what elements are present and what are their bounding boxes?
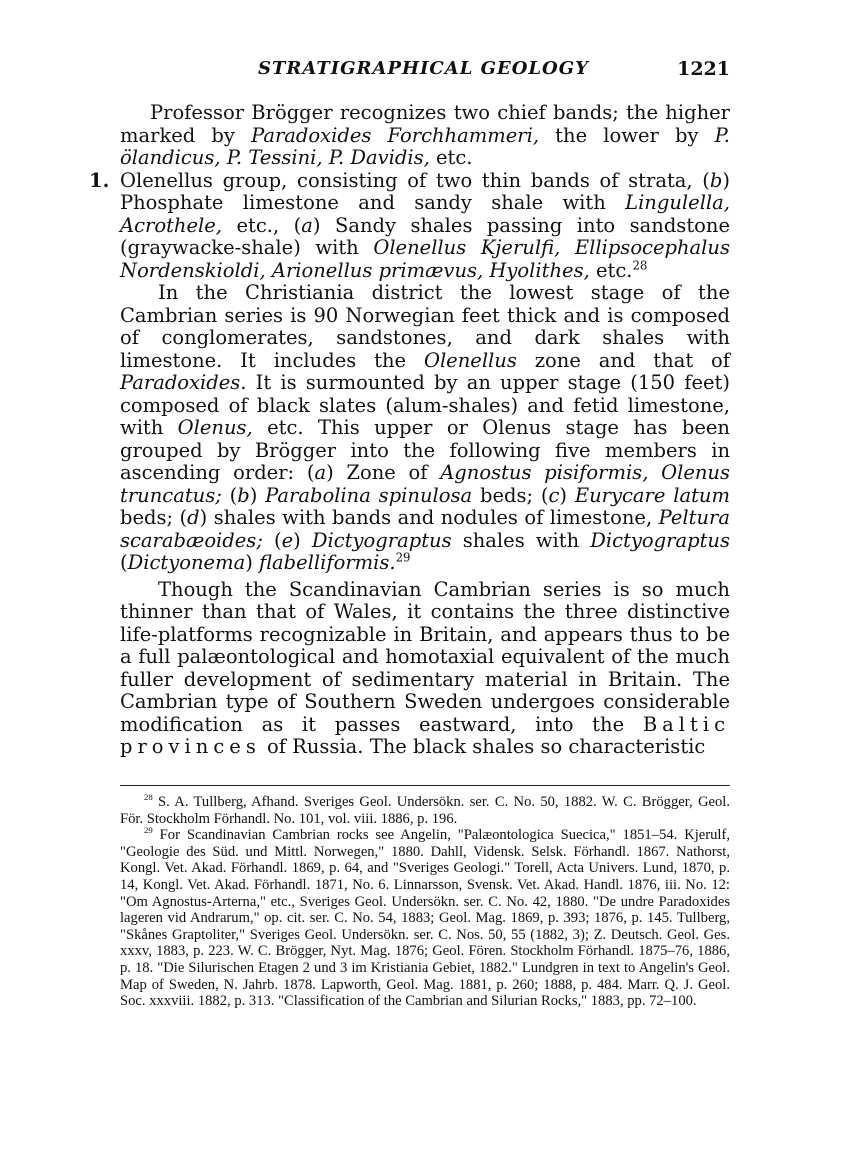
paragraph-christiania-district: In the Christiania district the lowest stage of the Cambrian series is 90 Norwegian feet thick and is composed of conglomerates, sandstones, and dark shales with limestone. It includes the Olenellus zone and that of Paradoxides. It is surmounted by an upper stage (150 feet) composed of black slates (alum-shales) and fetid limestone, with Olenus, etc. This upper or Olenus stage has been grouped by Brögger into the following five members in ascending order: (a) Zone of Agnostus pisiformis, Olenus truncatus; (b) Parabolina spinulosa beds; (c) Eurycare latum beds; (d) shales with bands and nodules of limestone, Peltura scarabæoides; (e) Dictyograptus shales with Dictyograptus (Dictyonema) flabelliformis.$^{29}$ xyxy=(120,281,730,574)
footnote-ref-28: 28 xyxy=(632,258,648,272)
footnote-divider xyxy=(120,785,730,786)
footnotes xyxy=(120,794,730,1010)
footnote-28: $^{28}$ S. A. Tullberg, Afhand. Sveriges Geol. Undersökn. ser. C. No. 50, 1882. W. C. Brögger, Geol. För. Stockholm Förhandl. No. 101, vol. viii. 1886, p. 196. xyxy=(120,792,730,827)
footnote-ref-29: 29 xyxy=(395,550,411,565)
page-header xyxy=(120,58,730,86)
numbered-item-olenellus-group: 1. Olenellus group, consisting of two thin bands of strata, (b) Phosphate limestone and sandy shale with Lingulella, Acrothele, etc., (a) Sandy shales passing into sandstone (graywacke-shale) with Olenellus Kjerulfi, Ellipsocephalus Nordenskioldi, Arionellus primævus, Hyolithes, etc.$^{28}$ xyxy=(89,168,730,282)
main-text xyxy=(89,101,730,763)
paragraph-scandinavian-cambrian: Though the Scandinavian Cambrian series is so much thinner than that of Wales, it contains the three distinctive life-platforms recognizable in Britain, and appears thus to be a full palæontological and homotaxial equivalent of the much fuller development of sedimentary material in Britain. The Cambrian type of Southern Sweden undergoes considerable modification as it passes eastward, into the Baltic provinces of Russia. The black shales so characteristic xyxy=(120,577,730,758)
intro-paragraph: Professor Brögger recognizes two chief bands; the higher marked by Paradoxides Forchhammeri, the lower by P. ölandicus, P. Tessini, P. Davidis, etc. xyxy=(120,101,730,169)
footnote-29: $^{29}$ For Scandinavian Cambrian rocks see Angelin, "Palæontologica Suecica," 1851–54. Kjerulf, "Geologie des Süd. und Mittl. Norwegen," 1880. Dahll, Vidensk. Selsk. Förhandl. 1867. Nathorst, Kongl. Vet. Akad. Förhandl. 1869, p. 64, and "Sveriges Geologi." Torell, Acta Univers. Lund, 1870, p. 14, Kongl. Vet. Akad. Förhandl. 1871, No. 6. Linnarsson, Svensk. Vet. Akad. Handl. 1876, iii. No. 12: "Om Agnostus-Arterna," etc., Sveriges Geol. Undersökn. ser. C. No. 42, 1880. "De undre Paradoxides lageren vid Andrarum," op. cit. ser. C. No. 54, 1883; Geol. Mag. 1869, p. 393; 1876, p. 145. Tullberg, "Skånes Graptoliter," Sveriges Geol. Undersökn. ser. C. Nos. 50, 55 (1882, 3); Z. Deutsch. Geol. Ges. xxxv, 1883, p. 223. W. C. Brögger, Nyt. Mag. 1876; Geol. Fören. Stockholm Förhandl. 1875–76, 1886, p. 18. "Die Silurischen Etagen 2 und 3 im Kristiania Gebiet, 1882." Lundgren in text to Angelin's Geol. Map of Sweden, N. Jahrb. 1878. Lapworth, Geol. Mag. 1881, p. 260; 1888, p. 484. Marr. Q. J. Geol. Soc. xxxviii. 1882, p. 313. "Classification of the Cambrian and Silurian Rocks," 1883, pp. 72–100. xyxy=(120,825,730,1010)
page-number: 1221 xyxy=(677,58,730,80)
running-title: STRATIGRAPHICAL GEOLOGY xyxy=(258,58,589,79)
